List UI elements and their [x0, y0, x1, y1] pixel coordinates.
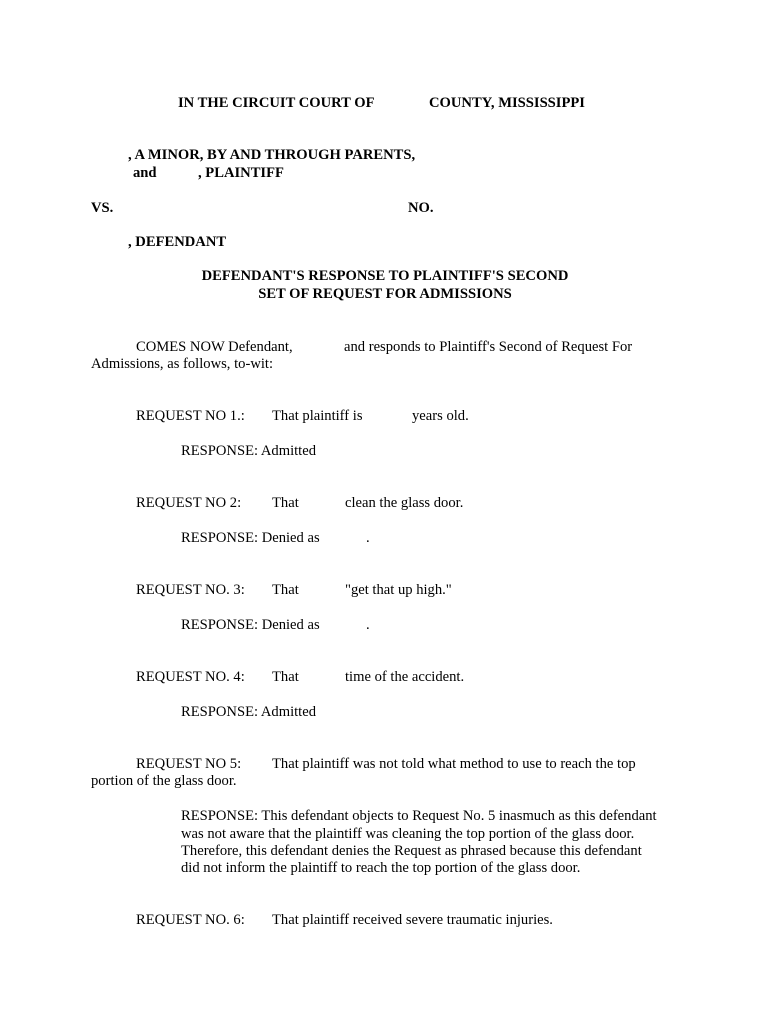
response-1: RESPONSE: Admitted: [181, 443, 317, 459]
plaintiff-and: and: [133, 165, 157, 181]
response-5-line-1: RESPONSE: This defendant objects to Request No. 5 inasmuch as this defendant: [181, 808, 657, 824]
request-1-text-b: years old.: [412, 408, 469, 424]
request-3-label: REQUEST NO. 3:: [136, 582, 245, 598]
request-4-text-a: That: [272, 669, 299, 685]
plaintiff-role: , PLAINTIFF: [198, 165, 284, 181]
response-5-line-4: did not inform the plaintiff to reach the top portion of the glass door.: [181, 860, 581, 876]
response-3: RESPONSE: Denied as: [181, 617, 320, 633]
case-number-label: NO.: [408, 200, 434, 216]
intro-part-1: COMES NOW Defendant,: [136, 339, 293, 355]
request-2-text-b: clean the glass door.: [345, 495, 464, 511]
plaintiff-line-1: , A MINOR, BY AND THROUGH PARENTS,: [128, 147, 416, 163]
document-title-line-1: DEFENDANT'S RESPONSE TO PLAINTIFF'S SECOND: [201, 268, 569, 284]
court-county: COUNTY, MISSISSIPPI: [429, 95, 585, 111]
intro-part-2: and responds to Plaintiff's Second of Request For: [344, 339, 633, 355]
request-1-text-a: That plaintiff is: [272, 408, 363, 424]
response-2-end: .: [366, 530, 370, 546]
response-4: RESPONSE: Admitted: [181, 704, 317, 720]
response-2: RESPONSE: Denied as: [181, 530, 320, 546]
response-5-line-3: Therefore, this defendant denies the Request as phrased because this defendant: [181, 843, 642, 859]
request-6-text-a: That plaintiff received severe traumatic injuries.: [272, 912, 553, 928]
request-5-text-cont: portion of the glass door.: [91, 773, 237, 789]
request-4-text-b: time of the accident.: [345, 669, 465, 685]
document-title-line-2: SET OF REQUEST FOR ADMISSIONS: [258, 286, 512, 302]
request-1-label: REQUEST NO 1.:: [136, 408, 245, 424]
request-4-label: REQUEST NO. 4:: [136, 669, 245, 685]
response-3-end: .: [366, 617, 370, 633]
intro-line-2: Admissions, as follows, to-wit:: [91, 356, 274, 372]
request-3-text-a: That: [272, 582, 299, 598]
court-name: IN THE CIRCUIT COURT OF: [178, 95, 375, 111]
versus-label: VS.: [91, 200, 114, 216]
request-5-label: REQUEST NO 5:: [136, 756, 242, 772]
response-5-line-2: was not aware that the plaintiff was cleaning the top portion of the glass door.: [181, 826, 635, 842]
request-2-text-a: That: [272, 495, 299, 511]
request-3-text-b: "get that up high.": [345, 582, 452, 598]
request-5-text-a: That plaintiff was not told what method to use to reach the top: [272, 756, 636, 772]
defendant-line: , DEFENDANT: [128, 234, 227, 250]
request-2-label: REQUEST NO 2:: [136, 495, 242, 511]
request-6-label: REQUEST NO. 6:: [136, 912, 245, 928]
